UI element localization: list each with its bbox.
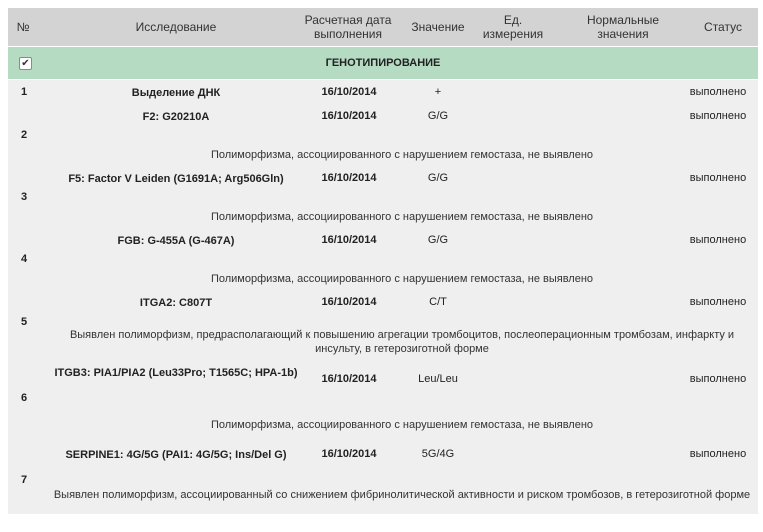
header-norm bbox=[568, 8, 678, 46]
header-value: Значение bbox=[411, 20, 465, 34]
row-test-name: Выделение ДНК bbox=[131, 87, 221, 99]
row-value: 5G/4G bbox=[421, 448, 455, 460]
row-num: 2 bbox=[21, 129, 28, 141]
row-test-name: F2: G20210A bbox=[142, 111, 210, 123]
row-status: выполнено bbox=[689, 373, 747, 385]
table-row bbox=[8, 228, 758, 290]
header-unit bbox=[473, 8, 553, 46]
row-date: 16/10/2014 bbox=[321, 86, 377, 98]
table-row bbox=[8, 104, 758, 166]
row-status: выполнено bbox=[689, 234, 747, 246]
row-num: 5 bbox=[21, 316, 28, 328]
header-date-line2: выполнения bbox=[313, 27, 383, 41]
row-conclusion: Полиморфизма, ассоциированного с нарушением гемостаза, не выявлено bbox=[210, 211, 594, 223]
row-test-name: ITGA2: C807T bbox=[139, 297, 213, 309]
table-header bbox=[8, 8, 758, 46]
row-status: выполнено bbox=[689, 172, 747, 184]
row-status: выполнено bbox=[689, 296, 747, 308]
row-conclusion: Выявлен полиморфизм, предрасполагающий к повышению агрегации тромбоцитов, послеоперационным тромбозам, инфаркту и инсульту, в гетерозиготной форме bbox=[69, 329, 735, 355]
row-date: 16/10/2014 bbox=[321, 448, 377, 460]
header-num: № bbox=[16, 20, 30, 34]
table-row bbox=[8, 166, 758, 228]
header-date-line1: Расчетная дата bbox=[304, 13, 392, 27]
row-status: выполнено bbox=[689, 448, 747, 460]
row-num: 6 bbox=[21, 392, 28, 404]
row-num: 3 bbox=[21, 191, 28, 203]
row-num: 1 bbox=[21, 86, 28, 98]
row-value: + bbox=[434, 86, 442, 98]
header-unit-line1: Ед. bbox=[503, 13, 523, 27]
row-conclusion: Выявлен полиморфизм, ассоциированный со снижением фибринолитической активности и риском тромбозов, в гетерозиготной форме bbox=[53, 489, 751, 501]
row-value: C/T bbox=[429, 296, 447, 308]
row-test-name: F5: Factor V Leiden (G1691A; Arg506Gln) bbox=[68, 173, 284, 185]
row-date: 16/10/2014 bbox=[321, 172, 377, 184]
section-title: ГЕНОТИПИРОВАНИЕ bbox=[325, 57, 441, 69]
table-row bbox=[8, 80, 758, 104]
row-value: G/G bbox=[427, 110, 449, 122]
header-norm-line1: Нормальные bbox=[586, 13, 660, 27]
row-test-name: SERPINE1: 4G/5G (PAI1: 4G/5G; Ins/Del G) bbox=[65, 449, 287, 461]
results-table bbox=[8, 8, 758, 514]
row-conclusion: Полиморфизма, ассоциированного с нарушением гемостаза, не выявлено bbox=[210, 149, 594, 161]
row-value: G/G bbox=[427, 172, 449, 184]
row-conclusion: Полиморфизма, ассоциированного с нарушением гемостаза, не выявлено bbox=[210, 419, 594, 431]
header-unit-line2: измерения bbox=[482, 27, 544, 41]
row-value: G/G bbox=[427, 234, 449, 246]
row-conclusion: Полиморфизма, ассоциированного с нарушением гемостаза, не выявлено bbox=[210, 273, 594, 285]
section-checkbox[interactable]: ✔ bbox=[19, 57, 32, 70]
header-date bbox=[298, 8, 398, 46]
row-test-name: ITGB3: PIA1/PIA2 (Leu33Pro; T1565C; HPA-1b) bbox=[54, 367, 298, 379]
header-test: Исследование bbox=[135, 20, 217, 34]
row-date: 16/10/2014 bbox=[321, 234, 377, 246]
table-row bbox=[8, 360, 758, 442]
row-value: Leu/Leu bbox=[418, 373, 458, 385]
header-norm-line2: значения bbox=[597, 27, 649, 41]
row-date: 16/10/2014 bbox=[321, 373, 377, 385]
header-status: Статус bbox=[704, 20, 742, 34]
row-test-name: FGB: G-455A (G-467A) bbox=[117, 235, 235, 247]
section-genotyping bbox=[8, 46, 758, 80]
row-status: выполнено bbox=[689, 110, 747, 122]
row-date: 16/10/2014 bbox=[321, 110, 377, 122]
row-date: 16/10/2014 bbox=[321, 296, 377, 308]
row-num: 4 bbox=[21, 253, 28, 265]
table-row bbox=[8, 290, 758, 360]
table-row bbox=[8, 442, 758, 514]
row-status: выполнено bbox=[689, 86, 747, 98]
row-num: 7 bbox=[21, 474, 28, 486]
